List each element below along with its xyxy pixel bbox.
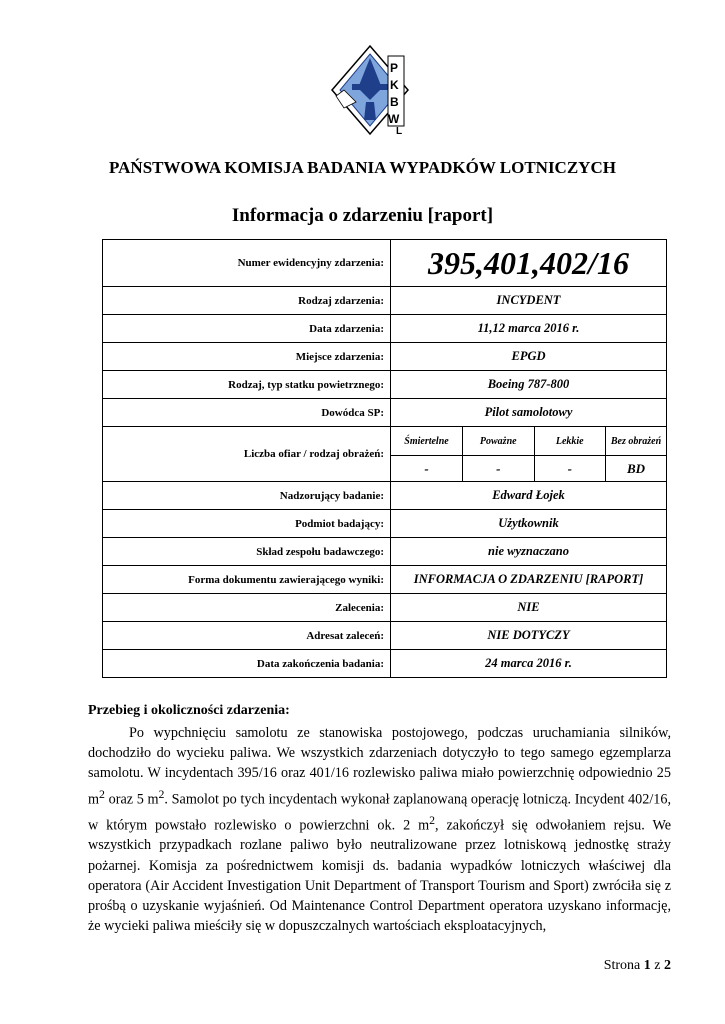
- injury-value: -: [391, 456, 463, 482]
- table-row: [103, 427, 667, 482]
- incident-number-label: Numer ewidencyjny zdarzenia:: [103, 240, 391, 287]
- paragraph: [88, 723, 671, 937]
- injuries-header-row: [391, 427, 666, 456]
- injury-value: -: [463, 456, 535, 482]
- injuries-table: [391, 427, 666, 481]
- injury-value: BD: [606, 456, 667, 482]
- superscript: 2: [429, 812, 436, 827]
- table-row: [103, 622, 667, 650]
- injury-value: -: [534, 456, 606, 482]
- injury-header: Poważne: [463, 427, 535, 456]
- row-label: Adresat zaleceń:: [103, 622, 391, 650]
- injuries-values-row: [391, 456, 666, 482]
- table-row: [103, 510, 667, 538]
- svg-text:P: P: [390, 61, 399, 75]
- row-label: Rodzaj zdarzenia:: [103, 287, 391, 315]
- text-run: oraz 5 m: [104, 791, 159, 808]
- row-value: EPGD: [391, 343, 667, 371]
- row-label: Podmiot badający:: [103, 510, 391, 538]
- injuries-label: Liczba ofiar / rodzaj obrażeń:: [103, 427, 391, 482]
- table-row: [103, 399, 667, 427]
- superscript: 2: [99, 786, 105, 801]
- incident-info-table: [102, 239, 667, 678]
- row-value: Boeing 787-800: [391, 371, 667, 399]
- table-row: [103, 287, 667, 315]
- row-label: Data zakończenia badania:: [103, 650, 391, 678]
- row-label: Zalecenia:: [103, 594, 391, 622]
- table-row: [103, 315, 667, 343]
- incident-number-value: 395,401,402/16: [391, 240, 667, 287]
- table-row: [103, 594, 667, 622]
- row-value: Użytkownik: [391, 510, 667, 538]
- row-label: Skład zespołu badawczego:: [103, 538, 391, 566]
- row-value: nie wyznaczano: [391, 538, 667, 566]
- row-value: 11,12 marca 2016 r.: [391, 315, 667, 343]
- current-page: 1: [643, 958, 651, 973]
- row-value: Edward Łojek: [391, 482, 667, 510]
- organization-name: PAŃSTWOWA KOMISJA BADANIA WYPADKÓW LOTNICZYCH: [109, 158, 616, 177]
- svg-text:K: K: [390, 78, 399, 92]
- row-label: Miejsce zdarzenia:: [103, 343, 391, 371]
- table-row: [103, 538, 667, 566]
- total-pages: 2: [664, 958, 671, 973]
- footer-mid: z: [650, 958, 664, 973]
- svg-text:B: B: [390, 95, 399, 109]
- text-run: , zakończył się odwołaniem rejsu. We wszystkich przypadkach rozlane paliwo było neutralizowane przez lotniskową jednostkę straży pożarnej. Komisja za pośrednictwem komisji ds. badania wypadków lotniczych właściwej dla operatora (Air Accident Investigation Unit Department of Transport Tourism and Sport) zwróciła się z prośbą o uzyskanie wyjaśnień. Od Maintenance Control Department operatora uzyskano informację, że wycieki paliwa mieściły się w dopuszczalnych wartościach eksploatacyjnych,: [88, 817, 671, 935]
- svg-text:W: W: [388, 112, 400, 126]
- row-label: Forma dokumentu zawierającego wyniki:: [103, 566, 391, 594]
- row-value: NIE DOTYCZY: [391, 622, 667, 650]
- section-body: [88, 723, 671, 937]
- section-heading: Przebieg i okoliczności zdarzenia:: [88, 703, 290, 718]
- row-value: INCYDENT: [391, 287, 667, 315]
- document-title: Informacja o zdarzeniu [raport]: [231, 205, 494, 226]
- injury-header: Bez obrażeń: [606, 427, 667, 456]
- table-row: [103, 566, 667, 594]
- svg-text:L: L: [396, 126, 403, 136]
- injuries-cell: [391, 427, 667, 482]
- injury-header: Śmiertelne: [391, 427, 463, 456]
- text-run: . Samolot po tych incydentach wykonał zaplanowaną operację lotniczą. Incydent 402/16, w którym powstało rozlewisko o powierzchni ok. 2 m: [88, 791, 671, 834]
- page-footer: [604, 958, 671, 974]
- text-run: Po wypchnięciu samolotu ze stanowiska postojowego, podczas uruchamiania silników, dochodziło do wycieku paliwa. We wszystkich zdarzeniach dotyczyło to tego samego egzemplarza samolotu. W incydentach 395/16 oraz 401/16 rozlewisko paliwa miało powierzchnię odpowiednio 25 m: [88, 725, 671, 808]
- row-value: 24 marca 2016 r.: [391, 650, 667, 678]
- row-value: INFORMACJA O ZDARZENIU [RAPORT]: [391, 566, 667, 594]
- row-label: Data zdarzenia:: [103, 315, 391, 343]
- footer-prefix: Strona: [603, 958, 644, 973]
- table-row: [103, 371, 667, 399]
- row-label: Dowódca SP:: [103, 399, 391, 427]
- table-row: [103, 343, 667, 371]
- row-label: Nadzorujący badanie:: [103, 482, 391, 510]
- table-row: [103, 482, 667, 510]
- table-row: [103, 240, 667, 287]
- superscript: 2: [158, 786, 165, 801]
- row-value: Pilot samolotowy: [391, 399, 667, 427]
- row-value: NIE: [391, 594, 667, 622]
- injury-header: Lekkie: [534, 427, 606, 456]
- row-label: Rodzaj, typ statku powietrznego:: [103, 371, 391, 399]
- pkbwl-logo: [330, 44, 420, 136]
- table-row: [103, 650, 667, 678]
